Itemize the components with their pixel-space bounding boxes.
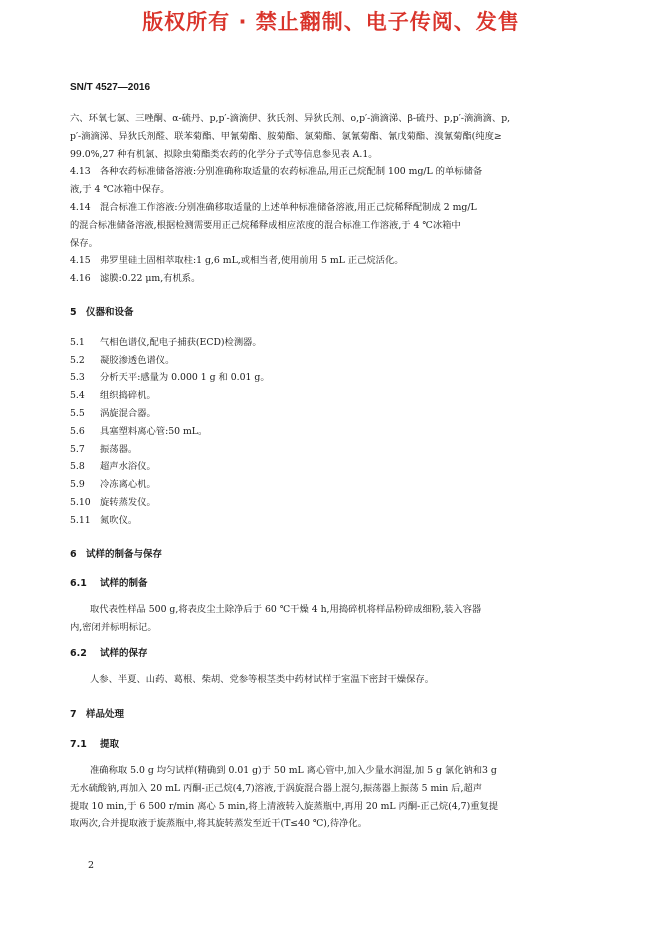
clause-5-5 xyxy=(70,405,590,423)
paragraph-line: 内,密闭并标明标记。 xyxy=(70,621,157,633)
clause-5-9 xyxy=(70,476,590,494)
subsection-title: 提取 xyxy=(100,739,120,751)
clause-number: 4.16 xyxy=(70,273,91,285)
section-number: 6 xyxy=(70,548,77,560)
clause-text: 超声水浴仪。 xyxy=(100,461,156,473)
clause-line: 弗罗里硅土固相萃取柱:1 g,6 mL,或相当者,使用前用 5 mL 正己烷活化。 xyxy=(100,255,404,267)
section-title: 样品处理 xyxy=(86,709,125,721)
clause-5-7 xyxy=(70,441,590,459)
clause-line: 各种农药标准储备溶液:分别准确称取适量的农药标准品,用正己烷配制 100 mg/L 的单标储备 xyxy=(100,166,483,178)
clause-5-4 xyxy=(70,387,590,405)
clause-number: 5.5 xyxy=(70,407,85,419)
clause-number: 5.6 xyxy=(70,425,85,437)
section-heading-7 xyxy=(70,706,590,724)
subsection-title: 试样的保存 xyxy=(100,647,148,659)
clause-number: 5.3 xyxy=(70,372,85,384)
clause-number: 5.2 xyxy=(70,354,85,366)
clause-text: 旋转蒸发仪。 xyxy=(100,496,156,508)
clause-text: 氮吹仪。 xyxy=(100,514,138,526)
clause-number: 4.13 xyxy=(70,166,91,178)
clause-line: 保存。 xyxy=(70,237,98,249)
clause-5-10 xyxy=(70,494,590,512)
section-heading-6 xyxy=(70,546,590,564)
clause-5-8 xyxy=(70,458,590,476)
clause-5-6 xyxy=(70,423,590,441)
subsection-heading-6-1 xyxy=(70,575,590,593)
intro-line: 99.0%,27 种有机氯、拟除虫菊酯类农药的化学分子式等信息参见表 A.1。 xyxy=(70,148,378,160)
standard-number: SN/T 4527—2016 xyxy=(70,82,151,93)
clause-text: 凝胶渗透色谱仪。 xyxy=(100,354,175,366)
section-number: 5 xyxy=(70,306,77,318)
clause-line: 混合标准工作溶液:分别准确移取适量的上述单种标准储备溶液,用正己烷稀释配制成 2 mg/L xyxy=(100,201,477,213)
clause-number: 5.4 xyxy=(70,390,85,402)
section-title: 仪器和设备 xyxy=(86,306,134,318)
paragraph-line: 提取 10 min,于 6 500 r/min 离心 5 min,将上清液转入旋蒸瓶中,再用 20 mL 丙酮-正己烷(4,7)重复提 xyxy=(70,800,499,812)
clause-text: 冷冻离心机。 xyxy=(100,479,156,491)
paragraph-line: 人参、半夏、山药、葛根、柴胡、党参等根茎类中药材试样于室温下密封干燥保存。 xyxy=(90,673,434,685)
clause-4-14 xyxy=(70,199,590,217)
clause-number: 5.9 xyxy=(70,479,85,491)
paragraph-line: 无水硫酸钠,再加入 20 mL 丙酮-正己烷(4,7)溶液,于涡旋混合器上混匀,振荡器上振荡 5 min 后,超声 xyxy=(70,782,483,794)
copyright-watermark: 版权所有 · 禁止翻制、电子传阅、发售 xyxy=(142,10,520,34)
clause-4-15 xyxy=(70,252,590,270)
intro-line: p′-滴滴涕、异狄氏剂醛、联苯菊酯、甲氰菊酯、胺菊酯、氯菊酯、氯氰菊酯、氰戊菊酯、溴氰菊酯(纯度≥ xyxy=(70,130,502,142)
subsection-title: 试样的制备 xyxy=(100,578,148,590)
subsection-number: 6.2 xyxy=(70,647,87,659)
section-title: 试样的制备与保存 xyxy=(86,548,163,560)
clause-number: 5.7 xyxy=(70,443,85,455)
clause-4-16 xyxy=(70,270,590,288)
clause-text: 涡旋混合器。 xyxy=(100,407,156,419)
clause-4-13 xyxy=(70,163,590,181)
clause-5-11 xyxy=(70,512,590,530)
subsection-heading-6-2 xyxy=(70,645,590,663)
clause-5-2 xyxy=(70,352,590,370)
clause-number: 5.10 xyxy=(70,496,91,508)
subsection-heading-7-1 xyxy=(70,736,590,754)
clause-text: 具塞塑料离心管:50 mL。 xyxy=(100,425,208,437)
paragraph-line: 准确称取 5.0 g 均匀试样(精确到 0.01 g)于 50 mL 离心管中,加入少量水润湿,加 5 g 氯化钠和3 g xyxy=(90,764,497,776)
clause-line: 滤膜:0.22 μm,有机系。 xyxy=(100,273,201,285)
intro-line: 六、环氧七氯、三唑酮、α-硫丹、p,p′-滴滴伊、狄氏剂、异狄氏剂、o,p′-滴滴涕、β-硫丹、p,p′-滴滴滴、p, xyxy=(70,113,511,124)
clause-text: 气相色谱仪,配电子捕获(ECD)检测器。 xyxy=(100,336,262,348)
subsection-number: 6.1 xyxy=(70,578,87,590)
document-body xyxy=(70,110,590,833)
clause-text: 分析天平:感量为 0.000 1 g 和 0.01 g。 xyxy=(100,372,270,384)
clause-number: 5.8 xyxy=(70,461,85,473)
clause-number: 5.11 xyxy=(70,514,91,526)
clause-number: 5.1 xyxy=(70,336,85,348)
paragraph-line: 取两次,合并提取液于旋蒸瓶中,将其旋转蒸发至近干(T≤40 ℃),待净化。 xyxy=(70,818,368,830)
page-number: 2 xyxy=(88,860,95,871)
clause-text: 组织捣碎机。 xyxy=(100,390,156,402)
clause-5-1 xyxy=(70,334,590,352)
section-heading-5 xyxy=(70,304,590,322)
subsection-number: 7.1 xyxy=(70,739,87,751)
paragraph-line: 取代表性样品 500 g,将表皮尘土除净后于 60 ℃干燥 4 h,用捣碎机将样品粉碎成细粉,装入容器 xyxy=(90,604,482,616)
clause-number: 4.14 xyxy=(70,201,91,213)
clause-line: 液,于 4 ℃冰箱中保存。 xyxy=(70,184,170,196)
clause-5-3 xyxy=(70,369,590,387)
clause-line: 的混合标准储备溶液,根据检测需要用正己烷稀释成相应浓度的混合标准工作溶液,于 4 ℃冰箱中 xyxy=(70,219,461,231)
section-number: 7 xyxy=(70,709,77,721)
clause-number: 4.15 xyxy=(70,255,91,267)
clause-text: 振荡器。 xyxy=(100,443,138,455)
